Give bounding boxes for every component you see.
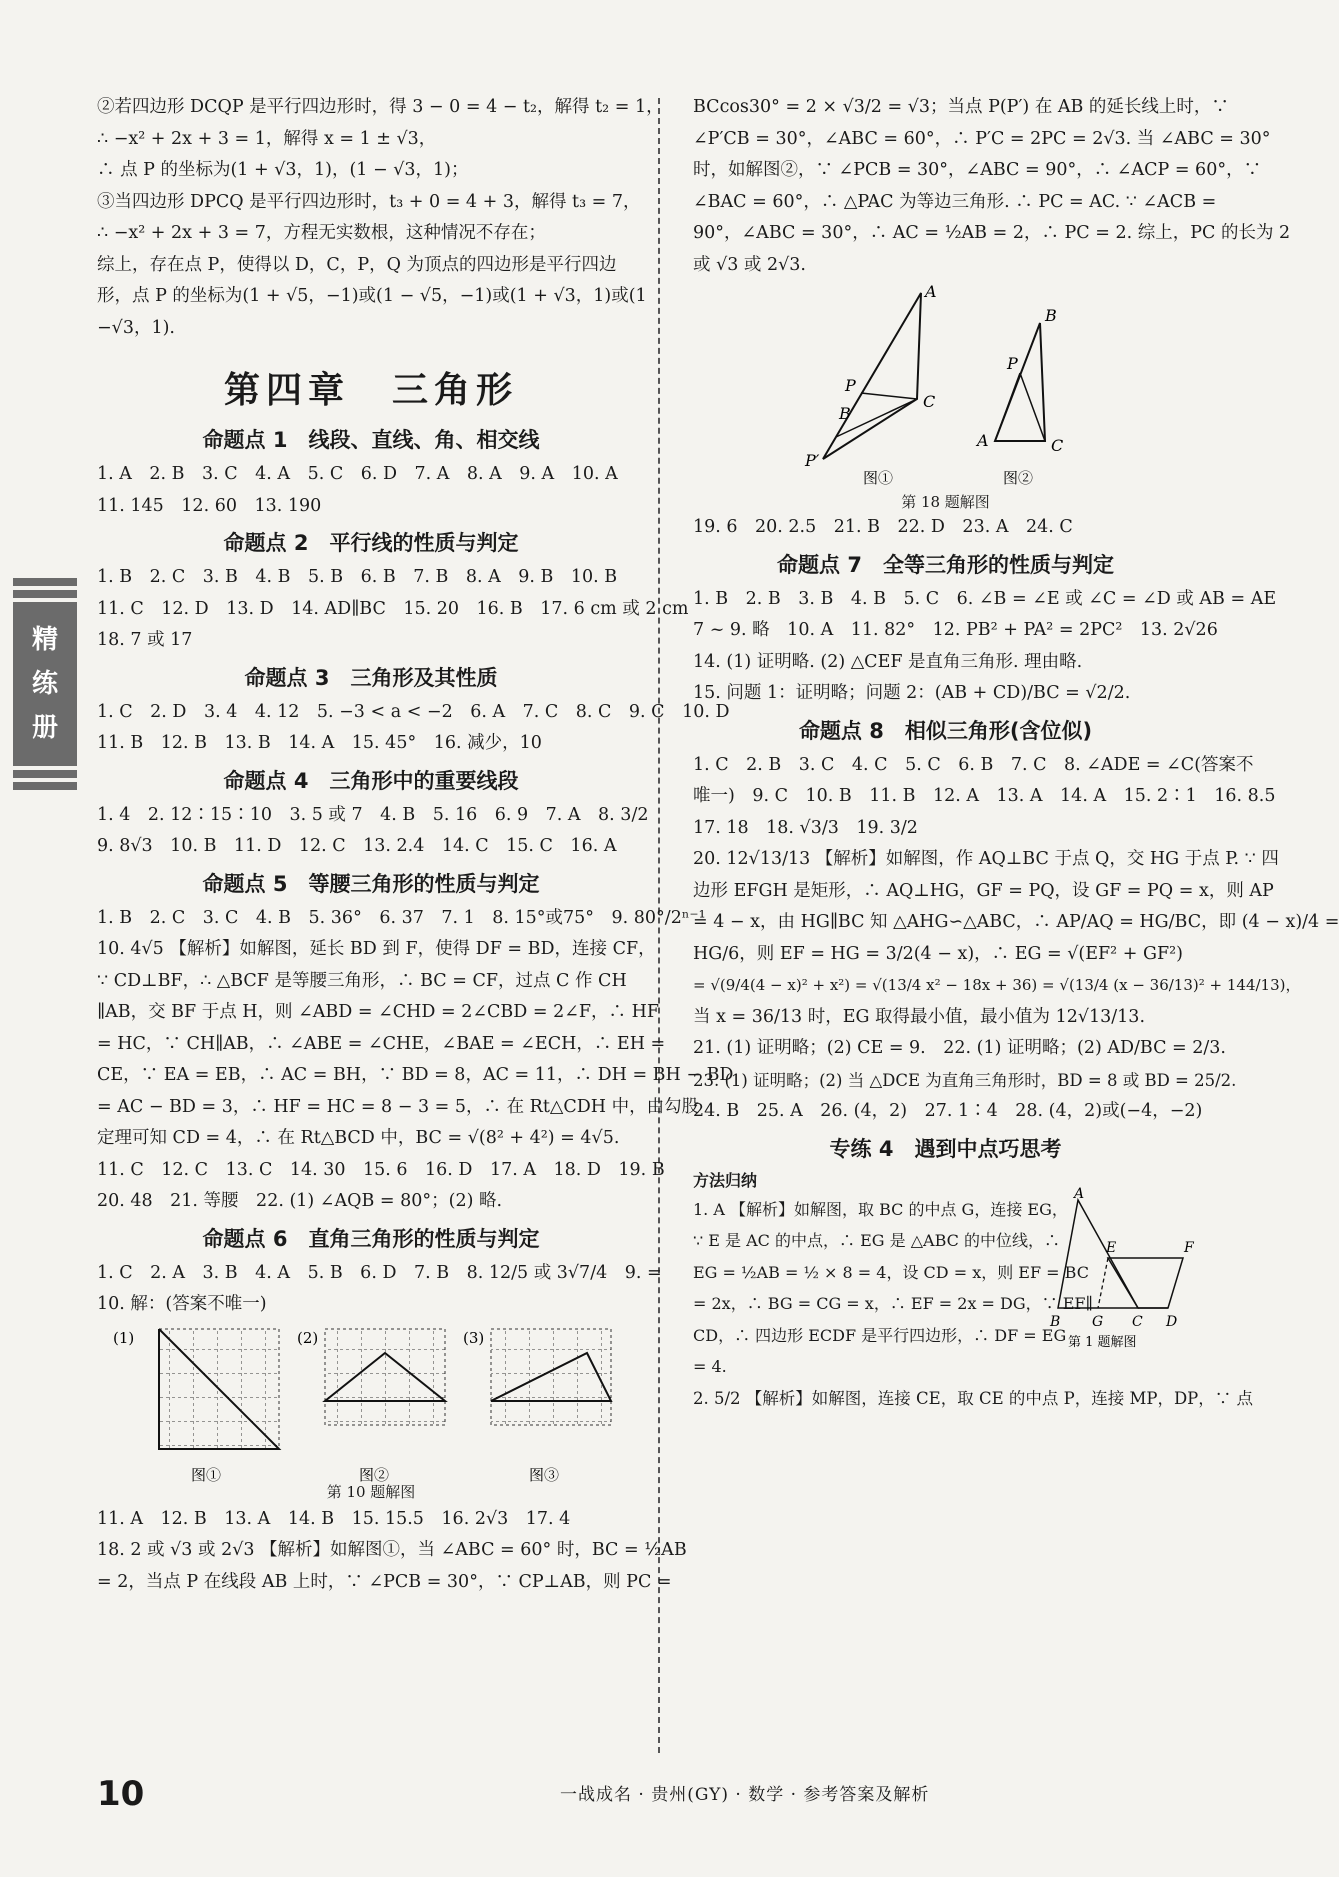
left-top-block bbox=[97, 92, 664, 344]
answer-line: 定理可知 CD = 4，∴ 在 Rt△BCD 中，BC = √(8² + 4²) = 4√5. bbox=[97, 1128, 620, 1148]
grid-figure-1 bbox=[113, 1329, 279, 1484]
answer-line: EG = ½AB = ½ × 8 = 4，设 CD = x，则 EF = BC bbox=[693, 1262, 1089, 1282]
answer-line: 18. 2 或 √3 或 2√3 【解析】如解图①，当 ∠ABC = 60° 时，BC = ½AB bbox=[97, 1540, 687, 1560]
answer-line: 1. B 2. B 3. B 4. B 5. C 6. ∠B = ∠E 或 ∠C = ∠D 或 AB = AE bbox=[693, 588, 1277, 609]
point-label: G bbox=[1092, 1313, 1104, 1330]
answer-line: ∵ CD⊥BF，∴ △BCF 是等腰三角形，∴ BC = CF，过点 C 作 CH bbox=[97, 970, 627, 991]
point-label: P′ bbox=[805, 451, 820, 470]
answer-line: 17. 18 18. √3/3 19. 3/2 bbox=[693, 817, 918, 838]
side-tab-label: 精练册 bbox=[31, 625, 58, 743]
answer-line: 1. A 2. B 3. C 4. A 5. C 6. D 7. A 8. A 9. A 10. A bbox=[97, 464, 618, 484]
answer-line: = AC − BD = 3，∴ HF = HC = 8 − 3 = 5，∴ 在 Rt△CDH 中，由勾股 bbox=[97, 1096, 700, 1117]
figure-caption: 图② bbox=[1003, 469, 1034, 487]
answer-line: 20. 12√13/13 【解析】如解图，作 AQ⊥BC 于点 Q，交 HG 于点 P. ∵ 四 bbox=[693, 849, 1279, 869]
right-column bbox=[693, 92, 1339, 1414]
point-label: C bbox=[1132, 1313, 1143, 1330]
section-title: 命题点 3 三角形及其性质 bbox=[244, 665, 498, 690]
answer-line: ∥AB，交 BF 于点 H，则 ∠ABD = ∠CHD = 2∠CBD = 2∠F，∴ HF bbox=[97, 1002, 659, 1022]
answer-line: 11. 145 12. 60 13. 190 bbox=[97, 495, 322, 516]
grid-label: (1) bbox=[113, 1328, 135, 1347]
answer-line: 19. 6 20. 2.5 21. B 22. D 23. A 24. C bbox=[693, 517, 1073, 537]
figure-title: 第 10 题解图 bbox=[326, 1482, 416, 1501]
q18-figures-svg bbox=[693, 281, 1198, 491]
answer-line: 1. C 2. D 3. 4 4. 12 5. −3 < a < −2 6. A 7. C 8. C 9. C 10. D bbox=[97, 701, 730, 722]
page-number: 10 bbox=[97, 1774, 145, 1814]
point-label: C bbox=[1051, 436, 1064, 455]
answer-line: CE，∵ EA = EB，∴ AC = BH，∵ BD = 8，AC = 11，∴ DH = BH − BD bbox=[97, 1065, 734, 1085]
section-title: 命题点 6 直角三角形的性质与判定 bbox=[202, 1226, 540, 1251]
point-label: P bbox=[1007, 354, 1018, 373]
answer-line: = 2x，∴ BG = CG = x，∴ EF = 2x = DG，∵ EF∥ bbox=[693, 1294, 1093, 1313]
answer-line: ∵ E 是 AC 的中点，∴ EG 是 △ABC 的中位线，∴ bbox=[693, 1231, 1060, 1250]
answer-line: 10. 解：(答案不唯一) bbox=[97, 1294, 267, 1314]
answer-line: 1. B 2. C 3. C 4. B 5. 36° 6. 37 7. 1 8. 15°或75° 9. 80°/2ⁿ⁻¹ bbox=[97, 907, 706, 928]
page-footer: 一战成名 · 贵州(GY) · 数学 · 参考答案及解析 bbox=[560, 1785, 930, 1805]
answer-line: 1. 4 2. 12∶15∶10 3. 5 或 7 4. B 5. 16 6. 9 7. A 8. 3/2 bbox=[97, 804, 649, 825]
answer-line: 11. A 12. B 13. A 14. B 15. 15.5 16. 2√3 17. 4 bbox=[97, 1508, 571, 1529]
answer-line: 23. (1) 证明略；(2) 当 △DCE 为直角三角形时，BD = 8 或 BD = 25/2. bbox=[693, 1070, 1237, 1090]
point-label: P bbox=[845, 376, 856, 395]
answer-line: = HC，∵ CH∥AB，∴ ∠ABE = ∠CHE，∠BAE = ∠ECH，∴ EH = bbox=[97, 1033, 666, 1054]
answer-line: 7 ~ 9. 略 10. A 11. 82° 12. PB² + PA² = 2PC² 13. 2√26 bbox=[693, 620, 1218, 640]
figure-title: 第 18 题解图 bbox=[901, 493, 990, 511]
section-title: 命题点 8 相似三角形(含位似) bbox=[798, 718, 1093, 743]
answer-line: 24. B 25. A 26. (4，2) 27. 1∶4 28. (4，2)或(−4，−2) bbox=[693, 1101, 1203, 1121]
answer-line: HG/6，则 EF = HG = 3/2(4 − x)，∴ EG = √(EF² + GF²) bbox=[693, 943, 1183, 964]
grid-figure-2 bbox=[297, 1329, 445, 1484]
point-label: C bbox=[923, 392, 936, 411]
text-line: BCcos30° = 2 × √3/2 = √3；当点 P(P′) 在 AB 的延长线上时，∵ bbox=[693, 97, 1229, 117]
answer-line: 18. 7 或 17 bbox=[97, 630, 193, 650]
text-line: ∴ −x² + 2x + 3 = 1，解得 x = 1 ± √3， bbox=[97, 128, 437, 149]
text-line: ③当四边形 DPCQ 是平行四边形时，t₃ + 0 = 4 + 3，解得 t₃ = 7， bbox=[97, 191, 641, 212]
chapter-title: 第四章 三角形 bbox=[223, 370, 518, 411]
grid-figure-3 bbox=[463, 1329, 611, 1484]
text-line: ∴ 点 P 的坐标为(1 + √3，1)，(1 − √3，1)； bbox=[97, 160, 469, 180]
text-line: 90°，∠ABC = 30°，∴ AC = ½AB = 2，∴ PC = 2. 综上，PC 的长为 2 bbox=[693, 223, 1291, 243]
answer-line: 1. C 2. A 3. B 4. A 5. B 6. D 7. B 8. 12/5 或 3√7/4 9. = bbox=[97, 1262, 662, 1283]
answer-line: = 4. bbox=[693, 1357, 727, 1376]
answer-line: 20. 48 21. 等腰 22. (1) ∠AQB = 80°；(2) 略. bbox=[97, 1191, 503, 1211]
fig18-1 bbox=[804, 282, 937, 487]
point-label: E bbox=[1106, 1239, 1117, 1256]
q10-grid-figures bbox=[97, 1325, 645, 1500]
grid-caption: 图① bbox=[191, 1465, 222, 1484]
answer-line: 21. (1) 证明略；(2) CE = 9. 22. (1) 证明略；(2) AD/BC = 2/3. bbox=[693, 1038, 1226, 1058]
section-title: 命题点 7 全等三角形的性质与判定 bbox=[777, 552, 1114, 577]
text-line: 综上，存在点 P，使得以 D，C，P，Q 为顶点的四边形是平行四边 bbox=[97, 254, 617, 275]
answer-line: 1. A 【解析】如解图，取 BC 的中点 G，连接 EG， bbox=[693, 1199, 1068, 1219]
fig18-2 bbox=[975, 306, 1063, 487]
side-tab bbox=[13, 578, 77, 790]
figure-caption: 图① bbox=[863, 469, 894, 487]
point-label: D bbox=[1166, 1313, 1178, 1330]
answer-line: 11. C 12. D 13. D 14. AD∥BC 15. 20 16. B 17. 6 cm 或 2 cm bbox=[97, 598, 689, 619]
answer-line: 1. B 2. C 3. B 4. B 5. B 6. B 7. B 8. A 9. B 10. B bbox=[97, 567, 618, 587]
section-title: 命题点 1 线段、直线、角、相交线 bbox=[202, 428, 540, 452]
answer-line: 15. 问题 1：证明略；问题 2：(AB + CD)/BC = √2/2. bbox=[693, 683, 1131, 703]
point-label: A bbox=[925, 282, 937, 301]
text-line: ∠P′CB = 30°，∠ABC = 60°，∴ P′C = 2PC = 2√3. 当 ∠ABC = 30° bbox=[693, 128, 1271, 149]
point-label: B bbox=[1045, 306, 1057, 325]
q18-figures bbox=[693, 281, 1198, 491]
grid-caption: 图③ bbox=[529, 1465, 560, 1484]
text-line: ②若四边形 DCQP 是平行四边形时，得 3 − 0 = 4 − t₂，解得 t₂ = 1， bbox=[97, 97, 664, 117]
answer-line: 1. C 2. B 3. C 4. C 5. C 6. B 7. C 8. ∠ADE = ∠C(答案不 bbox=[693, 754, 1254, 775]
point-label: A bbox=[977, 431, 989, 450]
grid-label: (3) bbox=[463, 1328, 485, 1347]
answer-line: = √(9/4(4 − x)² + x²) = √(13/4 x² − 18x + 36) = √(13/4 (x − 36/13)² + 144/13)， bbox=[693, 976, 1301, 994]
grid-label: (2) bbox=[297, 1328, 319, 1347]
section-title: 专练 4 遇到中点巧思考 bbox=[829, 1136, 1062, 1161]
point-label: F bbox=[1184, 1239, 1194, 1256]
z4-q1-figure bbox=[1048, 1185, 1198, 1350]
answer-line: 2. 5/2 【解析】如解图，连接 CE，取 CE 的中点 P，连接 MP，DP，∵ 点 bbox=[693, 1388, 1254, 1408]
point-label: B bbox=[1050, 1313, 1061, 1330]
section-title: 命题点 2 平行线的性质与判定 bbox=[223, 531, 519, 555]
point-label: B bbox=[839, 404, 851, 423]
text-line: 形，点 P 的坐标为(1 + √5，−1)或(1 − √5，−1)或(1 + √3，1)或(1 bbox=[97, 286, 647, 306]
answer-line: 11. B 12. B 13. B 14. A 15. 45° 16. 减少，10 bbox=[97, 733, 542, 753]
answer-line: 10. 4√5 【解析】如解图，延长 BD 到 F，使得 DF = BD，连接 CF， bbox=[97, 939, 656, 959]
section-title: 命题点 5 等腰三角形的性质与判定 bbox=[202, 871, 540, 896]
answer-line: = 4 − x，由 HG∥BC 知 △AHG∽△ABC，∴ AP/AQ = HG/BC，即 (4 − x)/4 = bbox=[693, 912, 1339, 932]
text-line: 或 √3 或 2√3. bbox=[693, 254, 806, 275]
answer-line: 14. (1) 证明略. (2) △CEF 是直角三角形. 理由略. bbox=[693, 651, 1083, 672]
text-line: −√3，1). bbox=[97, 317, 175, 338]
answer-line: = 2，当点 P 在线段 AB 上时，∵ ∠PCB = 30°，∵ CP⊥AB，则 PC = bbox=[97, 1571, 672, 1592]
text-line: 时，如解图②，∵ ∠PCB = 30°，∠ABC = 90°，∴ ∠ACP = 60°，∵ bbox=[693, 160, 1262, 180]
grid-caption: 图② bbox=[359, 1465, 390, 1484]
section-title: 命题点 4 三角形中的重要线段 bbox=[223, 768, 519, 793]
answer-line: 唯一) 9. C 10. B 11. B 12. A 13. A 14. A 15. 2∶1 16. 8.5 bbox=[693, 786, 1276, 806]
subheading: 方法归纳 bbox=[693, 1170, 758, 1190]
answer-line: 边形 EFGH 是矩形，∴ AQ⊥HG，GF = PQ，设 GF = PQ = x，则 AP bbox=[693, 880, 1274, 901]
figure-title: 第 1 题解图 bbox=[1068, 1334, 1137, 1350]
z4-q1-block bbox=[693, 1185, 1198, 1383]
point-label: A bbox=[1074, 1185, 1085, 1202]
answer-line: CD，∴ 四边形 ECDF 是平行四边形，∴ DF = EG bbox=[693, 1325, 1067, 1345]
answer-line: 9. 8√3 10. B 11. D 12. C 13. 2.4 14. C 15. C 16. A bbox=[97, 836, 617, 856]
text-line: ∴ −x² + 2x + 3 = 7，方程无实数根，这种情况不存在； bbox=[97, 223, 546, 243]
answer-line: 11. C 12. C 13. C 14. 30 15. 6 16. D 17. A 18. D 19. B bbox=[97, 1159, 665, 1180]
grid-figures-svg bbox=[97, 1325, 645, 1500]
answer-line: 当 x = 36/13 时，EG 取得最小值，最小值为 12√13/13. bbox=[693, 1006, 1146, 1027]
text-line: ∠BAC = 60°，∴ △PAC 为等边三角形. ∴ PC = AC. ∵ ∠ACB = bbox=[693, 191, 1217, 212]
